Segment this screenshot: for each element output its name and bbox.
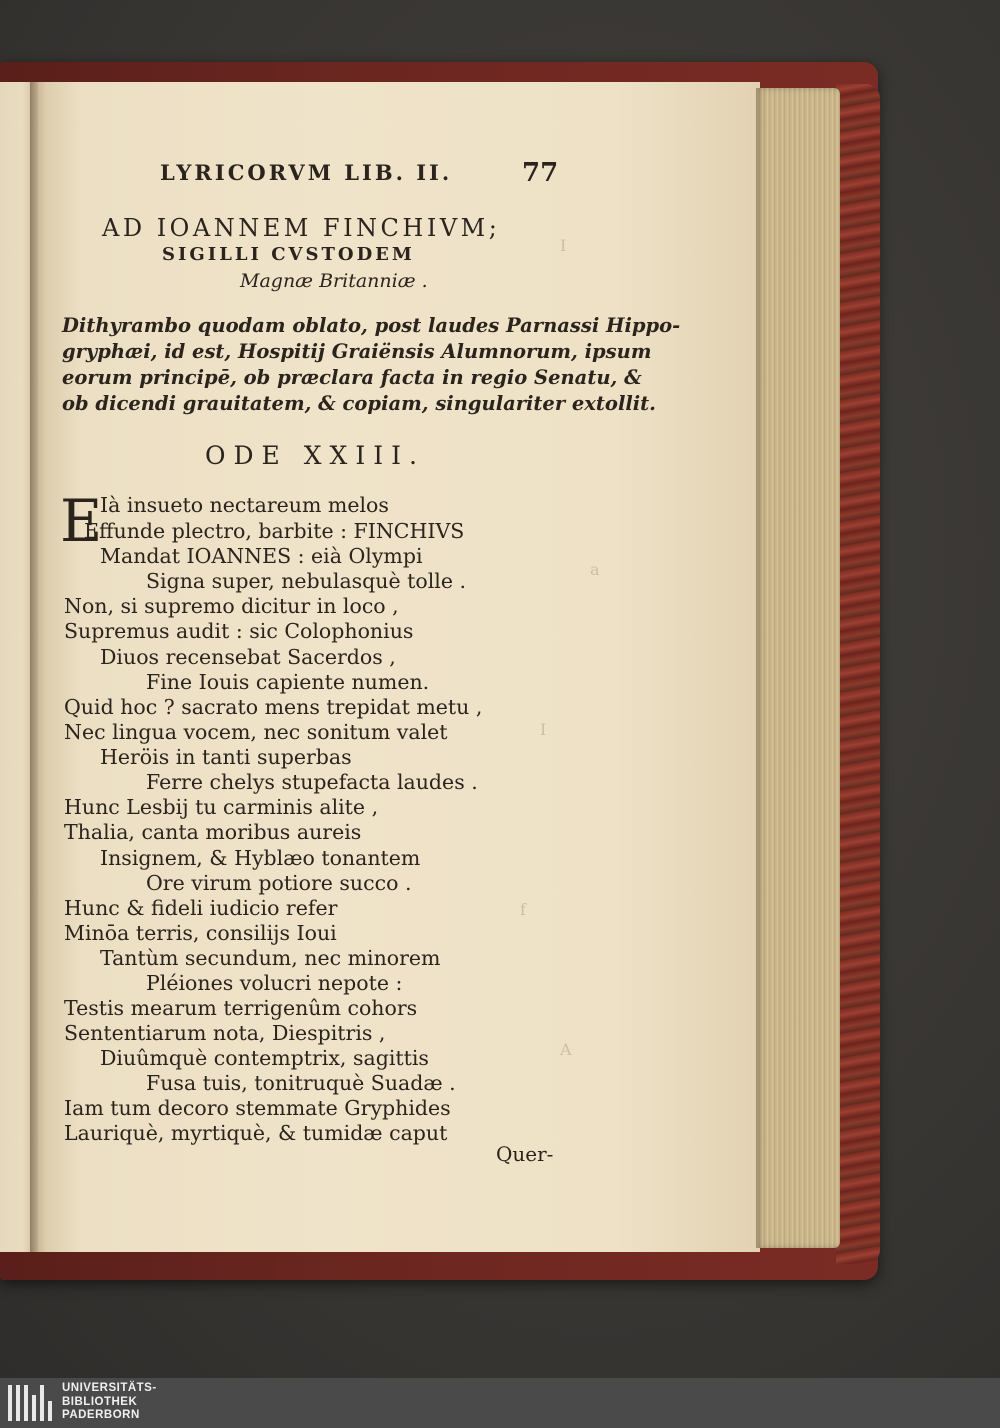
verse-line: Signa super, nebulasquè tolle .: [146, 569, 467, 593]
catchword: Quer-: [496, 1142, 554, 1166]
verse-line: Mandat IOANNES : eià Olympi: [100, 544, 423, 568]
argument-line: gryphæi, id est, Hospitij Graiënsis Alumnorum, ipsum: [62, 340, 652, 363]
verse-line: Fusa tuis, tonitruquè Suadæ .: [146, 1071, 456, 1095]
verse-line: Sententiarum nota, Diespitris ,: [64, 1021, 386, 1045]
verse-line: Ferre chelys stupefacta laudes .: [146, 770, 478, 794]
verse-line: Ore virum potiore succo .: [146, 871, 412, 895]
verse-line: Fine Iouis capiente numen.: [146, 670, 430, 694]
ode-heading: ODE XXIII.: [205, 441, 425, 470]
verse-line: Iam tum decoro stemmate Gryphides: [64, 1096, 451, 1120]
library-name: [62, 1382, 157, 1423]
title-line-1: AD IOANNEM FINCHIVM;: [102, 214, 501, 242]
verse-line: Non, si supremo dicitur in loco ,: [64, 594, 399, 618]
verse-line: Tantùm secundum, nec minorem: [100, 946, 441, 970]
verse-line: Minōa terris, consilijs Ioui: [64, 921, 337, 945]
verse-line: Thalia, canta moribus aureis: [64, 820, 362, 844]
argument-line: eorum principē, ob præclara facta in regio Senatu, &: [62, 366, 642, 389]
page-gutter: [30, 82, 46, 1252]
verse-line: Effunde plectro, barbite : FINCHIVS: [84, 519, 465, 543]
verse-line: Lauriquè, myrtiquè, & tumidæ caput: [64, 1121, 448, 1145]
book-cover-marbled-edge: [836, 84, 880, 1264]
page-number: 77: [522, 158, 559, 188]
verse-line: Pléiones volucri nepote :: [146, 971, 403, 995]
page-block-edges: [756, 88, 840, 1248]
verse-line: Ià insueto nectareum melos: [100, 493, 389, 517]
title-line-3: Magnæ Britanniæ .: [240, 270, 428, 292]
drop-cap: E: [60, 487, 103, 555]
verse-line: Insignem, & Hyblæo tonantem: [100, 846, 421, 870]
verse-line: Supremus audit : sic Colophonius: [64, 619, 414, 643]
library-logo-icon: [8, 1385, 52, 1421]
argument-line: ob dicendi grauitatem, & copiam, singulariter extollit.: [62, 392, 656, 415]
verse-line: Hunc & fideli iudicio refer: [64, 896, 338, 920]
library-name-line-2: BIBLIOTHEK: [62, 1395, 138, 1408]
verse-line: Hunc Lesbij tu carminis alite ,: [64, 795, 379, 819]
verse-line: Testis mearum terrigenûm cohors: [64, 996, 418, 1020]
argument-line: Dithyrambo quodam oblato, post laudes Parnassi Hippo-: [62, 314, 681, 337]
verse-line: Diuos recensebat Sacerdos ,: [100, 645, 396, 669]
title-line-2: SIGILLI CVSTODEM: [162, 244, 415, 265]
verse-line: Heröis in tanti superbas: [100, 745, 352, 769]
footer-bar: [0, 1378, 1000, 1428]
library-name-line-1: UNIVERSITÄTS-: [62, 1382, 157, 1394]
running-head: LYRICORVM LIB. II.: [160, 160, 453, 185]
verse-line: Nec lingua vocem, nec sonitum valet: [64, 720, 448, 744]
library-name-line-3: PADERBORN: [62, 1409, 140, 1421]
verse-line: Quid hoc ? sacrato mens trepidat metu ,: [64, 695, 483, 719]
verse-line: Diuûmquè contemptrix, sagittis: [100, 1046, 429, 1070]
